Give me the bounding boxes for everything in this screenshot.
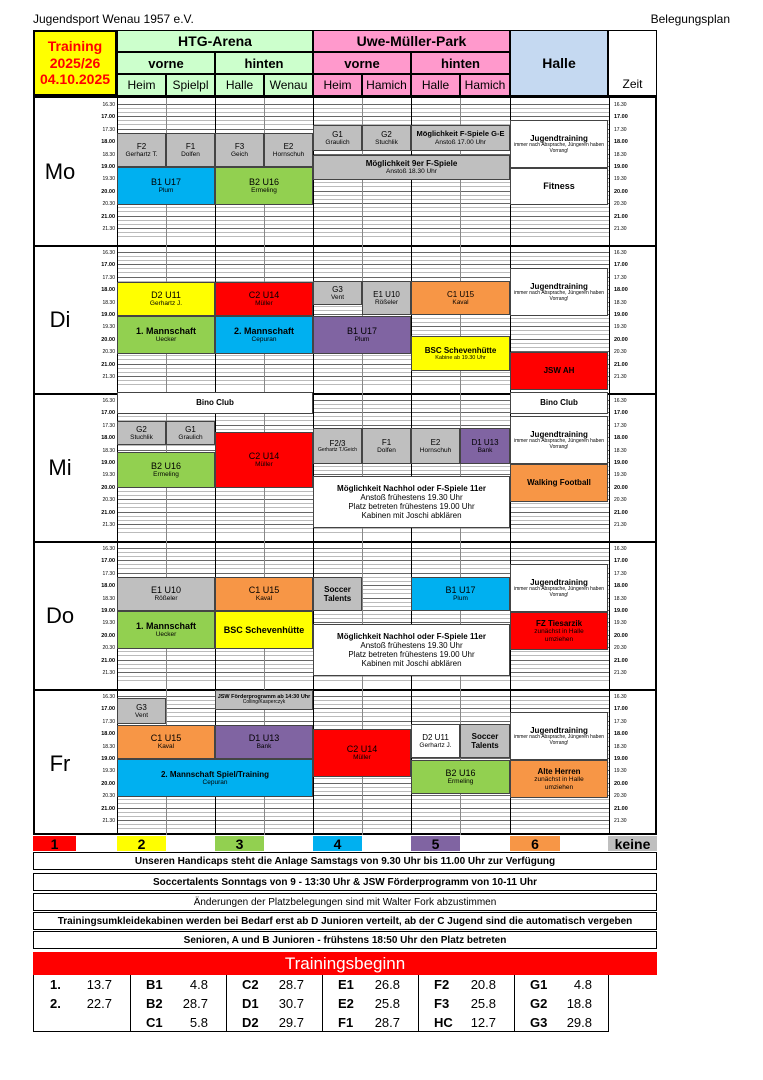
grid-line (117, 216, 609, 217)
time-label-left: 19.00 (101, 756, 115, 762)
time-label-right: 16.30 (614, 398, 627, 404)
do-block-1-mannschaft: 1. Mannschaft Uecker (117, 611, 215, 649)
trainingsbeginn-date: 22.7 (86, 996, 112, 1011)
time-label-left: 18.00 (101, 139, 115, 146)
trainingsbeginn-date: 30.7 (278, 996, 304, 1011)
mo-block-g2: G2 Stuchlik (362, 125, 411, 151)
di-block-2-mannschaft: 2. Mannschaft Cepuran (215, 316, 313, 354)
time-label-right: 20.00 (614, 336, 628, 343)
time-label-right: 16.30 (614, 546, 627, 552)
legend-4: 4 (313, 836, 362, 851)
uwe-hinten: hinten (411, 52, 510, 74)
time-label-right: 20.30 (614, 793, 627, 800)
trainingsbeginn-date: 29.7 (278, 1015, 304, 1030)
time-label-right: 19.00 (614, 460, 628, 466)
note-senioren: Senioren, A und B Junioren - frühstens 18:50 Uhr den Platz betreten (33, 931, 657, 949)
time-label-left: 19.00 (101, 608, 115, 614)
trainingsbeginn-date: 28.7 (182, 996, 208, 1011)
grid-column-line (362, 98, 363, 835)
grid-line (117, 556, 609, 557)
title-training: Training (47, 37, 103, 54)
time-label-right: 18.30 (614, 299, 627, 306)
time-label-left: 17.30 (102, 718, 115, 725)
uwe-col-hamich-2: Hamich (460, 74, 510, 96)
grid-line (117, 256, 609, 257)
time-label-left: 20.30 (102, 793, 115, 800)
di-block-b1-u17: B1 U17 Plum (313, 316, 411, 354)
mo-block-b2-u16: B2 U16 Ermeling (215, 167, 313, 205)
time-label-right: 17.00 (614, 706, 628, 713)
time-label-left: 21.00 (101, 805, 115, 812)
mo-block-jugendtraining: Jugendtraining immer nach Absprache, Jüngeren haben Vorrang! (510, 120, 608, 168)
time-label-left: 19.30 (102, 768, 115, 775)
club-name: Jugendsport Wenau 1957 e.V. (33, 12, 194, 26)
time-label-right: 20.00 (614, 632, 628, 639)
grid-line (117, 108, 609, 109)
di-block-c2-u14: C2 U14 Müller (215, 282, 313, 316)
grid-column-line (313, 98, 314, 835)
time-label-left: 17.30 (102, 274, 115, 281)
time-label-right: 20.00 (614, 188, 628, 195)
grid-line (117, 824, 609, 825)
time-label-left: 19.30 (102, 620, 115, 627)
htg-col-heim: Heim (117, 74, 166, 96)
time-label-right: 19.30 (614, 768, 627, 775)
time-label-right: 20.30 (614, 349, 627, 356)
htg-vorne: vorne (117, 52, 215, 74)
day-label-mo: Mo (44, 159, 76, 184)
mi-block-g1: G1 Graulich (166, 421, 215, 445)
time-label-right: 16.30 (614, 250, 627, 256)
trainingsbeginn-date: 5.8 (189, 1015, 208, 1030)
time-label-left: 18.00 (101, 287, 115, 294)
uwe-vorne: vorne (313, 52, 411, 74)
time-label-left: 20.00 (101, 188, 115, 195)
grid-line (117, 548, 609, 549)
time-label-right: 21.30 (614, 374, 627, 380)
time-label-left: 20.30 (102, 497, 115, 504)
mi-block-d1-u13: D1 U13 Bank (460, 428, 510, 464)
trainingsbeginn-table (33, 975, 609, 1032)
time-label-left: 21.30 (102, 670, 115, 676)
trainingsbeginn-date: 28.7 (374, 1015, 400, 1030)
time-label-left: 21.00 (101, 361, 115, 368)
mi-block-bino-club: Bino Club (117, 392, 313, 414)
trainingsbeginn-team: C2 (242, 977, 259, 992)
time-label-right: 19.00 (614, 312, 628, 318)
trainingsbeginn-title: Trainingsbeginn (33, 952, 657, 975)
grid-line (117, 528, 609, 529)
time-label-right: 18.00 (614, 435, 628, 442)
legend-6: 6 (510, 836, 560, 851)
grid-line (117, 104, 609, 105)
uwe-col-halle: Halle (411, 74, 460, 96)
trainingsbeginn-team: E2 (338, 996, 354, 1011)
do-block-bsc-schevenhuette: BSC Schevenhütte (215, 611, 313, 649)
legend-keine: keine (608, 836, 657, 851)
time-label-right: 17.30 (614, 570, 627, 577)
grid-line (117, 816, 609, 817)
grid-line (117, 532, 609, 533)
do-block-nachhol-11er: Möglichkeit Nachhol oder F-Spiele 11er Anstoß frühestens 19.30 Uhr Platz betreten frühestens 19.00 Uhr Kabinen mit Joschi abklären (313, 624, 510, 676)
trainingsbeginn-date: 26.8 (374, 977, 400, 992)
time-label-right: 21.00 (614, 805, 628, 812)
venue-uwe-mueller-park: Uwe-Müller-Park (313, 30, 510, 52)
time-label-left: 16.30 (102, 546, 115, 552)
trainingsbeginn-date: 18.8 (566, 996, 592, 1011)
do-block-soccer-talents: Soccer Talents (313, 577, 362, 611)
trainingsbeginn-team: 2. (50, 996, 61, 1011)
grid-line (117, 820, 609, 821)
time-label-left: 18.30 (102, 299, 115, 306)
grid-line (117, 264, 609, 265)
di-block-jsw-ah: JSW AH (510, 352, 608, 390)
time-label-left: 17.00 (101, 410, 115, 417)
fr-block-d2-u11: D2 U11 Gerhartz J. (411, 724, 460, 758)
grid-line (117, 704, 609, 705)
time-label-right: 17.30 (614, 422, 627, 429)
grid-line (117, 680, 609, 681)
day-label-di: Di (49, 307, 71, 332)
grid-line (117, 700, 609, 701)
venue-htg-arena: HTG-Arena (117, 30, 313, 52)
mo-block-f-spiele-g-e: Möglichkeit F-Spiele G-E Anstoß 17.00 Uhr (411, 125, 510, 151)
di-block-e1-u10: E1 U10 Rößeler (362, 281, 411, 315)
fr-block-soccer-talents: Soccer Talents (460, 724, 510, 758)
grid-line (117, 812, 609, 813)
day-label-mi: Mi (48, 455, 72, 480)
trainingsbeginn-divider (322, 975, 323, 1032)
time-label-right: 18.00 (614, 583, 628, 590)
di-block-c1-u15: C1 U15 Kaval (411, 281, 510, 315)
note-handicaps: Unseren Handicaps steht die Anlage Samstags von 9.30 Uhr bis 11.00 Uhr zur Verfügung (33, 852, 657, 870)
grid-line (117, 803, 609, 804)
day-separator (35, 245, 657, 247)
di-block-1-mannschaft: 1. Mannschaft Uecker (117, 316, 215, 354)
fr-block-jsw-foerderprogramm: JSW Förderprogramm ab 14:30 Uhr Colling/Kasperczyk (215, 690, 313, 710)
time-label-right: 20.30 (614, 497, 627, 504)
trainingsbeginn-team: F2 (434, 977, 450, 992)
time-label-right: 19.00 (614, 756, 628, 762)
grid-line (117, 828, 609, 829)
trainingsbeginn-team: F3 (434, 996, 450, 1011)
time-label-right: 19.30 (614, 472, 627, 479)
trainingsbeginn-team: D2 (242, 1015, 259, 1030)
trainingsbeginn-date: 20.8 (470, 977, 496, 992)
time-label-left: 20.00 (101, 484, 115, 491)
trainingsbeginn-team: B2 (146, 996, 163, 1011)
trainingsbeginn-team: G3 (530, 1015, 548, 1030)
time-label-left: 20.00 (101, 632, 115, 639)
mi-block-nachhol-11er: Möglichkeit Nachhol oder F-Spiele 11er Anstoß frühestens 19.30 Uhr Platz betreten frühestens 19.00 Uhr Kabinen mit Joschi abklären (313, 476, 510, 528)
time-label-left: 18.30 (102, 151, 115, 158)
htg-col-spielpl: Spielpl (166, 74, 215, 96)
time-label-right: 16.30 (614, 694, 627, 700)
time-label-right: 21.00 (614, 509, 628, 516)
time-label-left: 19.00 (101, 164, 115, 170)
trainingsbeginn-date: 4.8 (573, 977, 592, 992)
time-label-right: 17.00 (614, 114, 628, 121)
time-label-right: 19.00 (614, 164, 628, 170)
di-block-g3: G3 Vent (313, 281, 362, 305)
mi-block-e2: E2 Hornschuh (411, 428, 460, 464)
time-label-right: 21.00 (614, 213, 628, 220)
mi-block-b2-u16: B2 U16 Ermeling (117, 452, 215, 488)
di-block-bsc-schevenhuette: BSC Schevenhütte Kabine ab 19.30 Uhr (411, 336, 510, 371)
mo-block-f3: F3 Geich (215, 133, 264, 167)
time-label-right: 21.30 (614, 522, 627, 528)
time-label-right: 16.30 (614, 102, 627, 108)
fr-block-g3: G3 Vent (117, 698, 166, 724)
time-label-left: 21.30 (102, 374, 115, 380)
time-label-right: 17.00 (614, 558, 628, 565)
time-label-left: 20.00 (101, 336, 115, 343)
legend-5: 5 (411, 836, 460, 851)
grid-line (117, 207, 609, 208)
mi-block-f2-3: F2/3 Gerhartz T./Geich (313, 428, 362, 464)
mo-block-g1: G1 Graulich (313, 125, 362, 151)
title-box (33, 30, 117, 96)
trainingsbeginn-date: 29.8 (566, 1015, 592, 1030)
time-label-right: 18.30 (614, 151, 627, 158)
time-label-right: 18.00 (614, 287, 628, 294)
grid-line (117, 799, 609, 800)
grid-column-line (609, 98, 610, 835)
uwe-col-heim: Heim (313, 74, 362, 96)
trainingsbeginn-team: C1 (146, 1015, 163, 1030)
time-label-left: 21.00 (101, 657, 115, 664)
time-label-right: 17.30 (614, 274, 627, 281)
mi-block-bino-club-halle: Bino Club (510, 392, 608, 414)
time-label-right: 17.00 (614, 410, 628, 417)
day-separator (35, 541, 657, 543)
do-block-b1-u17: B1 U17 Plum (411, 577, 510, 611)
time-label-right: 19.30 (614, 324, 627, 331)
trainingsbeginn-divider (226, 975, 227, 1032)
di-block-jugendtraining: Jugendtraining immer nach Absprache, Jüngeren haben Vorrang! (510, 268, 608, 316)
trainingsbeginn-team: HC (434, 1015, 453, 1030)
note-soccertalents: Soccertalents Sonntags von 9 - 13:30 Uhr & JSW Förderprogramm von 10-11 Uhr (33, 873, 657, 891)
fr-block-c2-u14: C2 U14 Müller (313, 729, 411, 777)
time-label-right: 20.00 (614, 484, 628, 491)
trainingsbeginn-team: F1 (338, 1015, 354, 1030)
time-label-left: 17.00 (101, 114, 115, 121)
fr-block-c1-u15: C1 U15 Kaval (117, 725, 215, 759)
time-label-left: 18.30 (102, 595, 115, 602)
time-label-left: 19.30 (102, 472, 115, 479)
time-label-left: 20.30 (102, 201, 115, 208)
grid-line (117, 808, 609, 809)
time-label-left: 17.00 (101, 262, 115, 269)
mo-block-b1-u17: B1 U17 Plum (117, 167, 215, 205)
grid-line (117, 112, 609, 113)
time-label-left: 21.00 (101, 509, 115, 516)
mi-block-g2: G2 Stuchlik (117, 421, 166, 445)
fr-block-d1-u13: D1 U13 Bank (215, 725, 313, 759)
time-label-left: 16.30 (102, 398, 115, 404)
time-label-right: 18.30 (614, 595, 627, 602)
time-label-left: 19.00 (101, 312, 115, 318)
grid-line (117, 220, 609, 221)
time-label-left: 17.30 (102, 126, 115, 133)
time-label-right: 20.00 (614, 780, 628, 787)
time-label-left: 21.30 (102, 522, 115, 528)
htg-col-wenau: Wenau (264, 74, 313, 96)
trainingsbeginn-team: G2 (530, 996, 548, 1011)
venue-halle: Halle (510, 30, 608, 96)
trainingsbeginn-date: 25.8 (470, 996, 496, 1011)
mi-block-walking-football: Walking Football (510, 464, 608, 502)
time-label-left: 20.30 (102, 645, 115, 652)
fr-block-alte-herren: Alte Herren zunächst in Halle umziehen (510, 760, 608, 798)
time-label-left: 18.00 (101, 583, 115, 590)
trainingsbeginn-divider (418, 975, 419, 1032)
trainingsbeginn-divider (130, 975, 131, 1032)
grid-line (117, 260, 609, 261)
mo-block-e2: E2 Hornschuh (264, 133, 313, 167)
grid-line (117, 252, 609, 253)
trainingsbeginn-date: 25.8 (374, 996, 400, 1011)
day-label-fr: Fr (49, 751, 71, 776)
time-label-left: 17.00 (101, 706, 115, 713)
time-label-left: 17.30 (102, 422, 115, 429)
mo-block-fitness: Fitness (510, 168, 608, 205)
trainingsbeginn-team: G1 (530, 977, 548, 992)
time-label-left: 19.00 (101, 460, 115, 466)
time-label-left: 17.00 (101, 558, 115, 565)
time-label-left: 16.30 (102, 250, 115, 256)
time-label-left: 20.30 (102, 349, 115, 356)
time-label-right: 21.30 (614, 818, 627, 824)
time-label-left: 18.30 (102, 743, 115, 750)
do-block-fz-tiesarzik: FZ Tiesarzik zunächst in Halle umziehen (510, 612, 608, 650)
title-season: 2025/26 (49, 54, 101, 71)
di-block-d2-u11: D2 U11 Gerhartz J. (117, 282, 215, 316)
trainingsbeginn-team: B1 (146, 977, 163, 992)
time-label-left: 16.30 (102, 102, 115, 108)
time-label-right: 18.30 (614, 447, 627, 454)
time-label-left: 19.30 (102, 176, 115, 183)
grid-line (117, 211, 609, 212)
time-label-right: 19.30 (614, 176, 627, 183)
time-label-right: 19.30 (614, 620, 627, 627)
time-label-left: 18.00 (101, 731, 115, 738)
title-date: 04.10.2025 (39, 71, 111, 88)
time-label-left: 18.00 (101, 435, 115, 442)
time-label-right: 17.30 (614, 126, 627, 133)
grid-line (117, 708, 609, 709)
time-label-right: 17.30 (614, 718, 627, 725)
grid-line (117, 116, 609, 117)
time-label-left: 21.30 (102, 226, 115, 232)
mo-block-9er-f-spiele: Möglichkeit 9er F-Spiele Anstoß 18.30 Uhr (313, 155, 510, 180)
note-aenderungen: Änderungen der Platzbelegungen sind mit Walter Fork abzustimmen (33, 893, 657, 911)
grid-line (117, 560, 609, 561)
trainingsbeginn-team: D1 (242, 996, 259, 1011)
mi-block-f1: F1 Dolfen (362, 428, 411, 464)
trainingsbeginn-date: 4.8 (189, 977, 208, 992)
uwe-col-hamich: Hamich (362, 74, 411, 96)
time-label-left: 21.30 (102, 818, 115, 824)
mo-block-f2: F2 Gerhartz T. (117, 133, 166, 167)
time-label-left: 19.30 (102, 324, 115, 331)
mo-block-f1: F1 Dolfen (166, 133, 215, 167)
note-kabinen: Trainingsumkleidekabinen werden bei Bedarf erst ab D Junioren verteilt, ab der C Jugend sind die automatisch vergeben (33, 912, 657, 930)
time-label-left: 21.00 (101, 213, 115, 220)
legend-1: 1 (33, 836, 76, 851)
time-label-right: 18.00 (614, 139, 628, 146)
time-label-left: 20.00 (101, 780, 115, 787)
time-label-right: 20.30 (614, 201, 627, 208)
time-label-right: 20.30 (614, 645, 627, 652)
time-label-left: 16.30 (102, 694, 115, 700)
time-label-right: 17.00 (614, 262, 628, 269)
do-block-jugendtraining: Jugendtraining immer nach Absprache, Jüngeren haben Vorrang! (510, 564, 608, 612)
fr-block-2-mannschaft: 2. Mannschaft Spiel/Training Cepuran (117, 759, 313, 797)
trainingsbeginn-divider (514, 975, 515, 1032)
time-label-right: 18.30 (614, 743, 627, 750)
trainingsbeginn-team: E1 (338, 977, 354, 992)
time-label-right: 19.00 (614, 608, 628, 614)
do-block-e1-u10: E1 U10 Rößeler (117, 577, 215, 611)
trainingsbeginn-date: 12.7 (470, 1015, 496, 1030)
mi-block-c2-u14: C2 U14 Müller (215, 432, 313, 488)
htg-hinten: hinten (215, 52, 313, 74)
day-separator (35, 689, 657, 691)
mi-block-jugendtraining: Jugendtraining immer nach Absprache, Jüngeren haben Vorrang! (510, 416, 608, 464)
grid-line (117, 224, 609, 225)
time-label-right: 21.30 (614, 670, 627, 676)
day-label-do: Do (45, 603, 75, 628)
time-label-right: 21.00 (614, 657, 628, 664)
grid-line (117, 696, 609, 697)
time-label-right: 21.30 (614, 226, 627, 232)
time-column-header: Zeit (608, 30, 657, 96)
grid-line (117, 228, 609, 229)
time-label-right: 21.00 (614, 361, 628, 368)
trainingsbeginn-team: 1. (50, 977, 61, 992)
trainingsbeginn-date: 28.7 (278, 977, 304, 992)
grid-line (117, 676, 609, 677)
fr-block-jugendtraining: Jugendtraining immer nach Absprache, Jüngeren haben Vorrang! (510, 712, 608, 760)
document-type: Belegungsplan (650, 12, 730, 26)
grid-line (117, 552, 609, 553)
legend-3: 3 (215, 836, 264, 851)
time-label-left: 18.30 (102, 447, 115, 454)
htg-col-halle: Halle (215, 74, 264, 96)
legend-2: 2 (117, 836, 166, 851)
fr-block-b2-u16: B2 U16 Ermeling (411, 760, 510, 794)
do-block-c1-u15: C1 U15 Kaval (215, 577, 313, 611)
grid-line (117, 232, 609, 233)
grid-line (117, 236, 609, 237)
trainingsbeginn-date: 13.7 (86, 977, 112, 992)
time-label-right: 18.00 (614, 731, 628, 738)
time-label-left: 17.30 (102, 570, 115, 577)
